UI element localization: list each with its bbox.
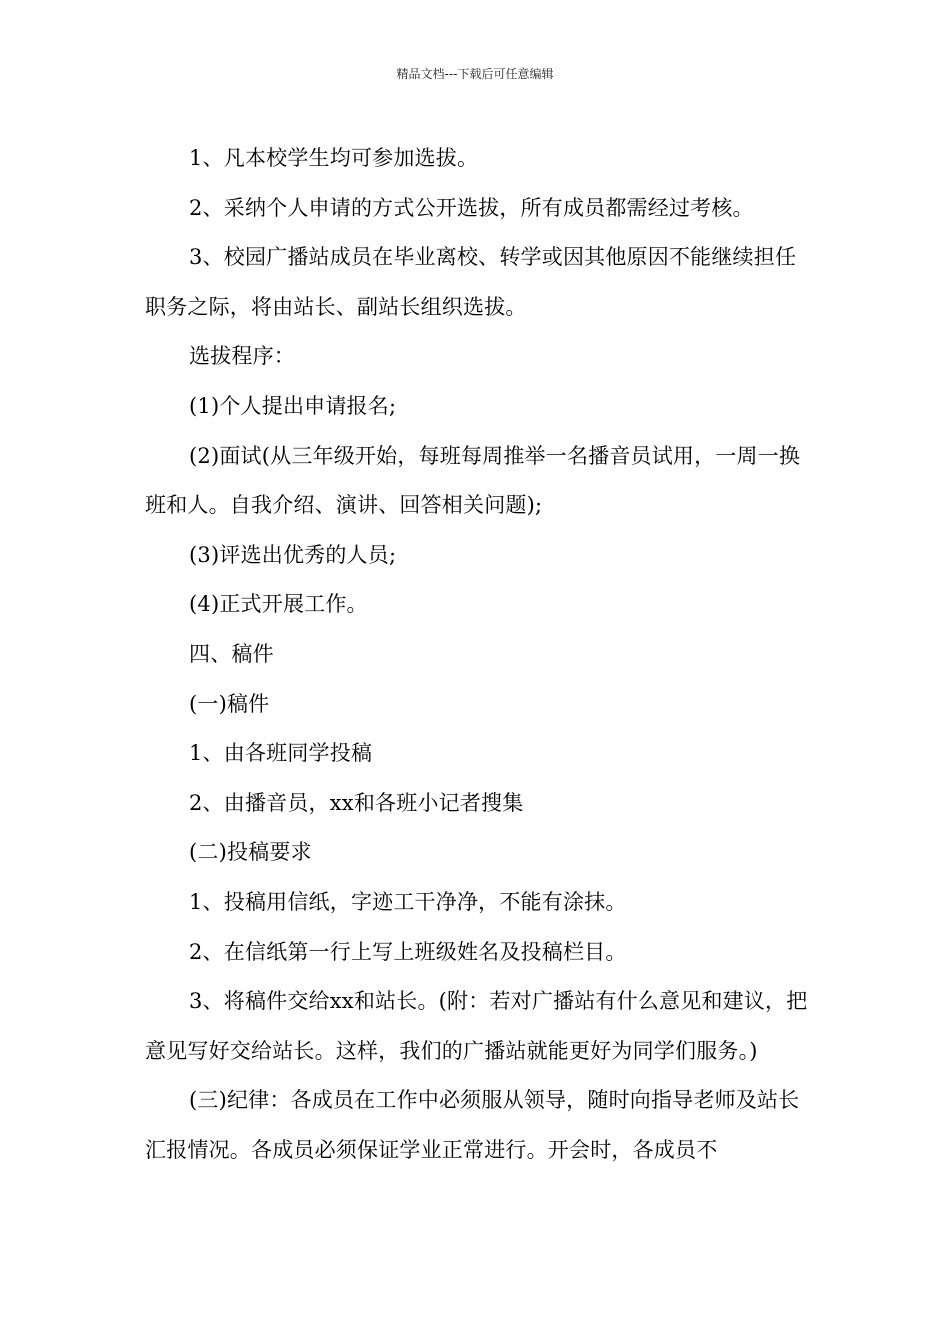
- section-heading-manuscripts: 四、稿件: [189, 641, 274, 666]
- paragraph-2: 2、采纳个人申请的方式公开选拔，所有成员都需经过考核。: [189, 195, 754, 220]
- paragraph-manuscript-2: 2、由播音员，xx和各班小记者搜集: [189, 790, 524, 815]
- paragraph-requirement-1: 1、投稿用信纸，字迹工干净净，不能有涂抹。: [189, 889, 627, 914]
- document-body: [145, 134, 813, 1175]
- paragraph-requirement-3: 3、将稿件交给xx和站长。(附：若对广播站有什么意见和建议，把意见写好交给站长。这样，我们的广播站就能更好为同学们服务。): [145, 989, 808, 1063]
- paragraph-step-1: (1)个人提出申请报名;: [189, 393, 397, 418]
- paragraph-discipline: (三)纪律：各成员在工作中必须服从领导，随时向指导老师及站长汇报情况。各成员必须保证学业正常进行。开会时，各成员不: [145, 1088, 800, 1162]
- page-header: 精品文档---下载后可任意编辑: [396, 67, 554, 81]
- paragraph-requirement-2: 2、在信纸第一行上写上班级姓名及投稿栏目。: [189, 939, 627, 964]
- subheading-manuscripts: (一)稿件: [189, 691, 270, 716]
- paragraph-selection-procedure: 选拔程序：: [189, 344, 295, 369]
- paragraph-step-3: (3)评选出优秀的人员;: [189, 542, 397, 567]
- paragraph-3: 3、校园广播站成员在毕业离校、转学或因其他原因不能继续担任职务之际，将由站长、副站长组织选拔。: [145, 245, 797, 319]
- paragraph-1: 1、凡本校学生均可参加选拔。: [189, 146, 479, 170]
- paragraph-step-2: (2)面试(从三年级开始，每班每周推举一名播音员试用，一周一换班和人。自我介绍、演讲、回答相关问题);: [145, 443, 801, 518]
- subheading-submission-requirements: (二)投稿要求: [189, 840, 312, 865]
- paragraph-step-4: (4)正式开展工作。: [189, 592, 368, 617]
- paragraph-manuscript-1: 1、由各班同学投稿: [189, 741, 373, 766]
